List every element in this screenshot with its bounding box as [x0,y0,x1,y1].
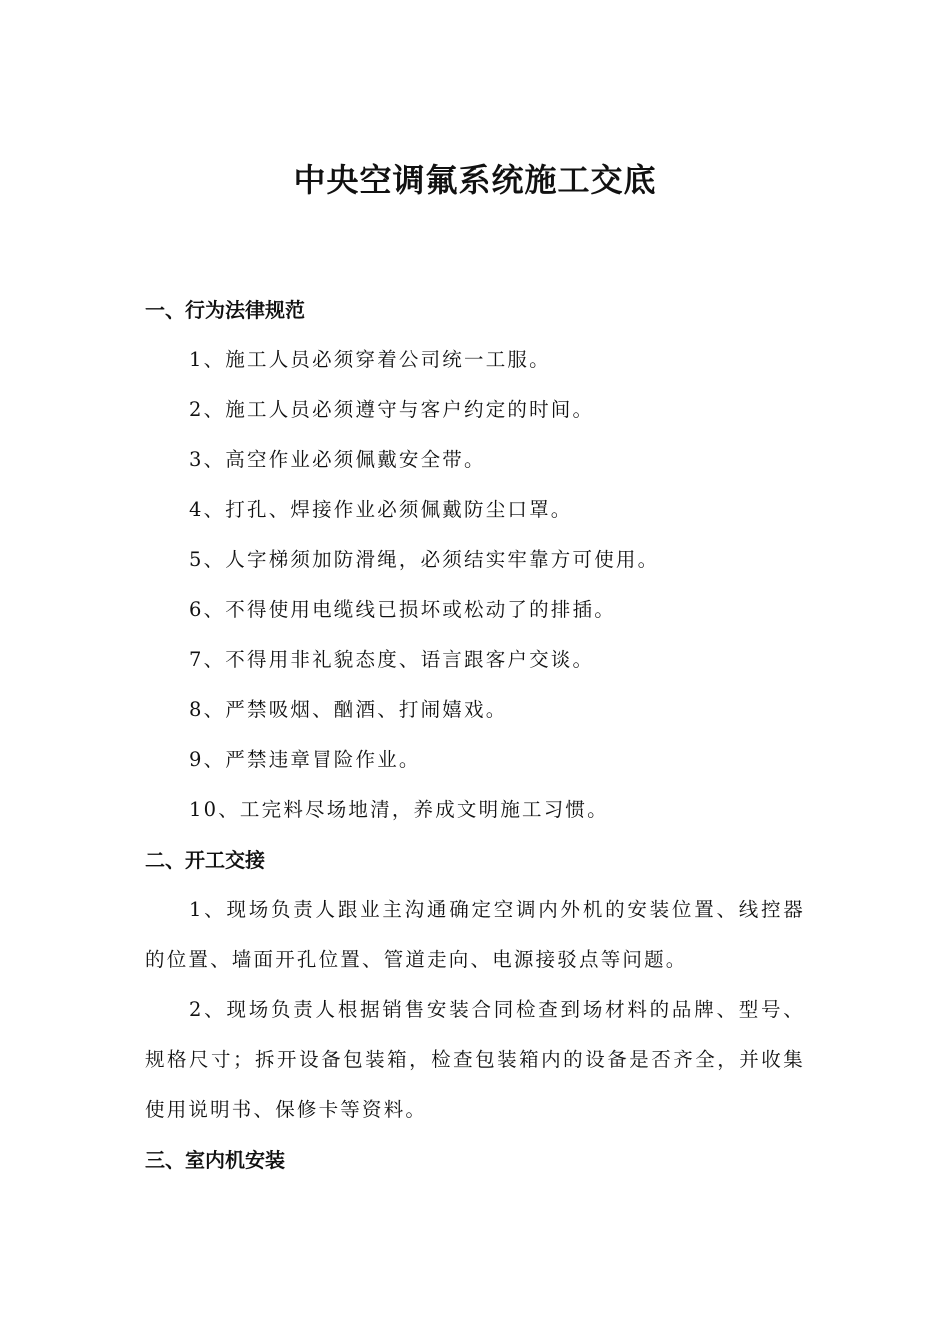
section-conduct-rules [145,285,805,835]
document-title: 中央空调氟系统施工交底 [293,161,657,199]
list-item: 1、施工人员必须穿着公司统一工服。 [189,348,551,371]
section-handover [145,835,805,1135]
list-item: 1、现场负责人跟业主沟通确定空调内外机的安装位置、线控器的位置、墙面开孔位置、管道走向、电源接驳点等问题。 [145,898,805,971]
list-item: 2、现场负责人根据销售安装合同检查到场材料的品牌、型号、规格尺寸；拆开设备包装箱，检查包装箱内的设备是否齐全，并收集使用说明书、保修卡等资料。 [145,998,805,1121]
list-item: 10、工完料尽场地清，养成文明施工习惯。 [189,798,609,821]
section-heading: 二、开工交接 [145,848,265,872]
list-item: 9、严禁违章冒险作业。 [189,748,421,771]
list-item: 4、打孔、焊接作业必须佩戴防尘口罩。 [189,498,573,521]
list-item: 3、高空作业必须佩戴安全带。 [189,448,486,471]
list-item: 2、施工人员必须遵守与客户约定的时间。 [189,398,595,421]
list-item: 5、人字梯须加防滑绳，必须结实牢靠方可使用。 [189,548,660,571]
section-indoor-unit [145,1135,805,1185]
document-body [145,285,805,1185]
section-heading: 三、室内机安装 [145,1148,285,1172]
section-heading: 一、行为法律规范 [145,298,305,322]
list-item: 6、不得使用电缆线已损坏或松动了的排插。 [189,598,616,621]
list-item: 7、不得用非礼貌态度、语言跟客户交谈。 [189,648,595,671]
list-item: 8、严禁吸烟、酗酒、打闹嬉戏。 [189,698,508,721]
